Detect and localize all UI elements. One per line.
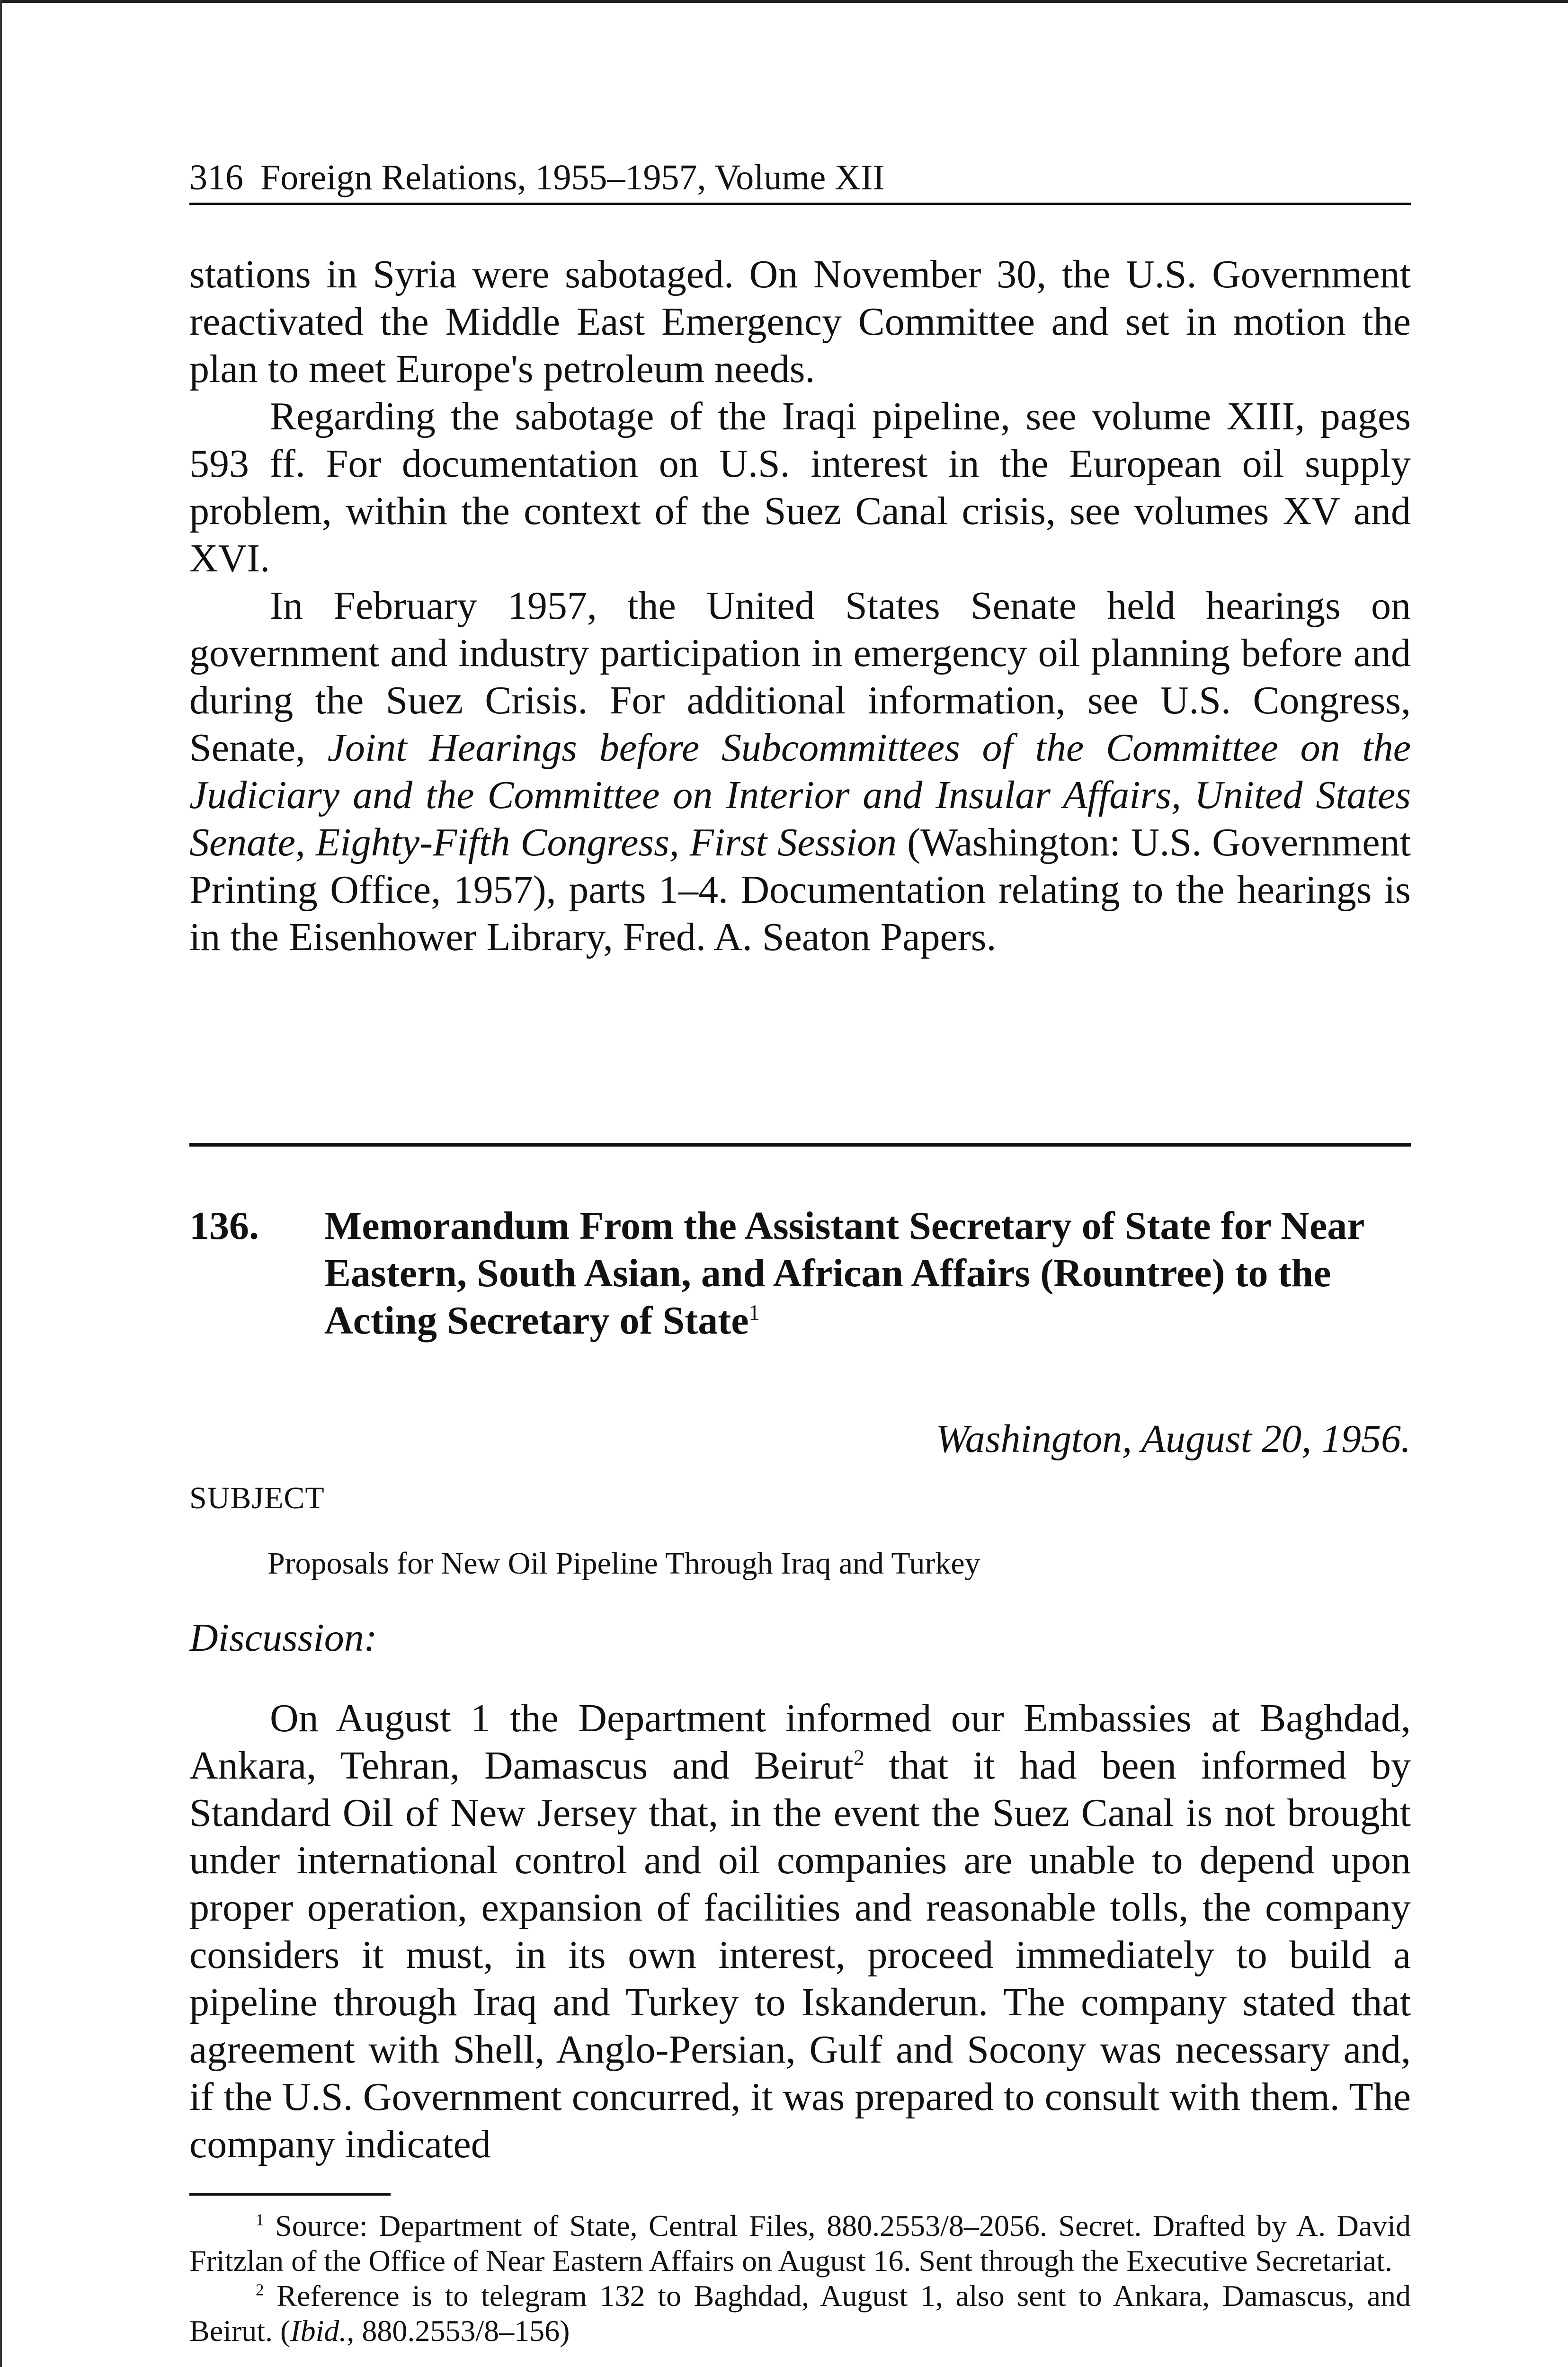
footnote-1-mark: 1 bbox=[256, 2210, 264, 2229]
discussion-text-before: On August 1 the Department informed our Embassies at Baghdad, Ankara, Tehran, Damascus and Beirut bbox=[189, 1696, 1411, 1788]
running-head bbox=[189, 156, 1411, 205]
page-number: 316 bbox=[189, 158, 243, 197]
footnote-2-mark: 2 bbox=[256, 2280, 264, 2299]
footnote-rule bbox=[189, 2193, 391, 2196]
paragraph-senate-hearings bbox=[189, 582, 1411, 961]
scan-left-edge bbox=[0, 0, 2, 2367]
running-title: Foreign Relations, 1955–1957, Volume XII bbox=[260, 158, 885, 197]
discussion-paragraph bbox=[189, 1695, 1411, 2168]
document-title bbox=[324, 1202, 1411, 1344]
footnote-2-ibid: Ibid. bbox=[290, 2314, 347, 2348]
subject-text: Proposals for New Oil Pipeline Through Iraq and Turkey bbox=[267, 1546, 980, 1581]
footnote-2 bbox=[189, 2278, 1411, 2349]
hearings-text-after: (Washington: U.S. Government Printing Office, 1957), parts 1–4. Documentation relating to the hearings is in the Eisenhower Library, Fred. A. Seaton Papers. bbox=[189, 820, 1411, 959]
footnote-2-text-after: , 880.2553/8–156) bbox=[347, 2314, 570, 2348]
footnote-2-text-before: Reference is to telegram 132 to Baghdad, August 1, also sent to Ankara, Damascus, and Beirut. ( bbox=[189, 2279, 1411, 2348]
footnote-ref-1: 1 bbox=[748, 1300, 760, 1325]
paragraph-continuation: stations in Syria were sabotaged. On November 30, the U.S. Government reactivated the Middle East Emergency Committee and set in motion the plan to meet Europe's petroleum needs. bbox=[189, 252, 1411, 391]
scan-top-edge bbox=[0, 0, 1568, 3]
discussion-text-after: that it had been informed by Standard Oil of New Jersey that, in the event the Suez Canal is not brought under international control and oil companies are unable to depend upon proper operation, expansion of facilities and reasonable tolls, the company considers it must, in its own interest, proceed immediately to build a pipeline through Iraq and Turkey to Iskanderun. The company stated that agreement with Shell, Anglo-Persian, Gulf and Socony was necessary and, if the U.S. Government concurred, it was prepared to consult with them. The company indicated bbox=[189, 1744, 1411, 2166]
document-title-text: Memorandum From the Assistant Secretary of State for Near Eastern, South Asian, and African Affairs (Rountree) to the Acting Secretary of State bbox=[324, 1204, 1364, 1343]
discussion-label: Discussion: bbox=[189, 1616, 377, 1660]
hearings-title: Joint Hearings before Subcommittees of the Committee on the Judiciary and the Committee on Interior and Insular Affairs, United States Senate, Eighty-Fifth Congress, First Session bbox=[189, 726, 1411, 864]
section-divider bbox=[189, 1143, 1411, 1147]
footnote-ref-2: 2 bbox=[853, 1745, 864, 1770]
hearings-text-before: In February 1957, the United States Senate held hearings on government and industry participation in emergency oil planning before and during the Suez Crisis. For additional information, see U.S. Congress, Senate, bbox=[189, 584, 1411, 770]
continuation-text bbox=[189, 251, 1411, 961]
subject-label: SUBJECT bbox=[189, 1481, 325, 1515]
paragraph-sabotage-reference: Regarding the sabotage of the Iraqi pipeline, see volume XIII, pages 593 ff. For documentation on U.S. interest in the European oil supply problem, within the context of the Suez Canal crisis, see volumes XV and XVI. bbox=[189, 394, 1411, 580]
dateline: Washington, August 20, 1956. bbox=[935, 1417, 1411, 1461]
footnote-1 bbox=[189, 2208, 1411, 2278]
document-number: 136. bbox=[189, 1204, 259, 1248]
footnotes bbox=[189, 2208, 1411, 2349]
footnote-1-text: Source: Department of State, Central Files, 880.2553/8–2056. Secret. Drafted by A. David Fritzlan of the Office of Near Eastern Affairs on August 16. Sent through the Executive Secretariat. bbox=[189, 2209, 1411, 2278]
